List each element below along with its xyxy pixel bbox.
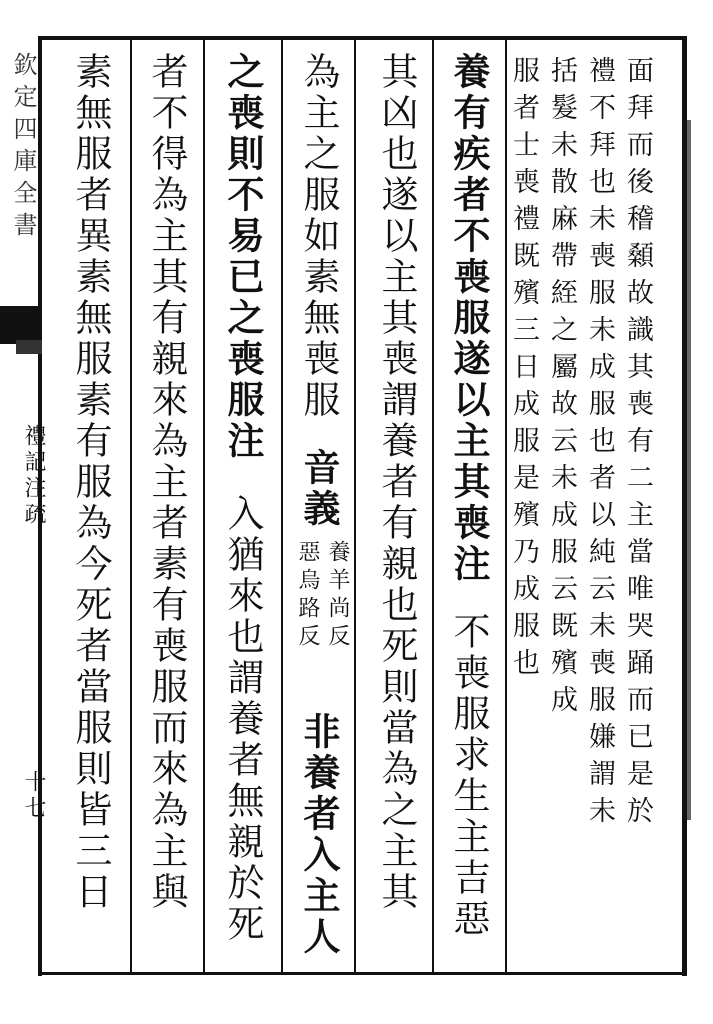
annotation-text: 入猶來也謂養者無親於死: [221, 494, 264, 945]
annotation-text: 者不得為主其有親來為主者素有喪服而來為主與: [145, 52, 188, 913]
column-rule: [203, 40, 205, 972]
commentary-line: 禮不拜也未喪服未成服也者以純云未喪服嫌謂未: [584, 56, 615, 833]
bottom-border: [38, 972, 686, 975]
annotation-text: 其凶也遂以主其喪謂養者有親也死則當為之主其: [375, 52, 418, 913]
fish-tail-mark: [0, 306, 42, 344]
classic-text: 之喪則不易已之喪服注: [221, 52, 265, 462]
commentary-line: 面拜而後稽顙故識其喪有二主當唯哭踊而已是於: [622, 56, 653, 833]
annotation-text: 素無服者異素無服素有服為今死者當服則皆三日: [69, 52, 112, 913]
fish-tail-mark-lower: [16, 340, 42, 354]
page-edge-shadow: [687, 120, 691, 820]
yinyi-marker: 音義: [297, 448, 341, 530]
column-rule: [432, 40, 434, 972]
book-title: 禮記注疏: [21, 424, 46, 528]
page-number: 十七: [21, 770, 46, 822]
library-title: 欽定四庫全書: [9, 52, 37, 244]
column-rule: [281, 40, 283, 972]
column-rule: [505, 40, 507, 972]
commentary-line: 括髮未散麻帶絰之屬故云未成服云既殯成: [546, 56, 577, 722]
column-rule: [354, 40, 356, 972]
annotation-text: 不喪服求生主吉惡: [447, 612, 490, 940]
column-rule: [130, 40, 132, 972]
pronunciation-note: 惡烏路反: [295, 540, 320, 652]
pronunciation-note: 養羊尚反: [325, 540, 350, 652]
classic-text: 非養者入主人: [297, 712, 341, 958]
classic-text: 養有疾者不喪服遂以主其喪注: [447, 52, 491, 585]
commentary-line: 服者士喪禮既殯三日成服是殯乃成服也: [508, 56, 539, 685]
top-border: [38, 36, 686, 40]
annotation-text: 為主之服如素無喪服: [297, 52, 340, 421]
